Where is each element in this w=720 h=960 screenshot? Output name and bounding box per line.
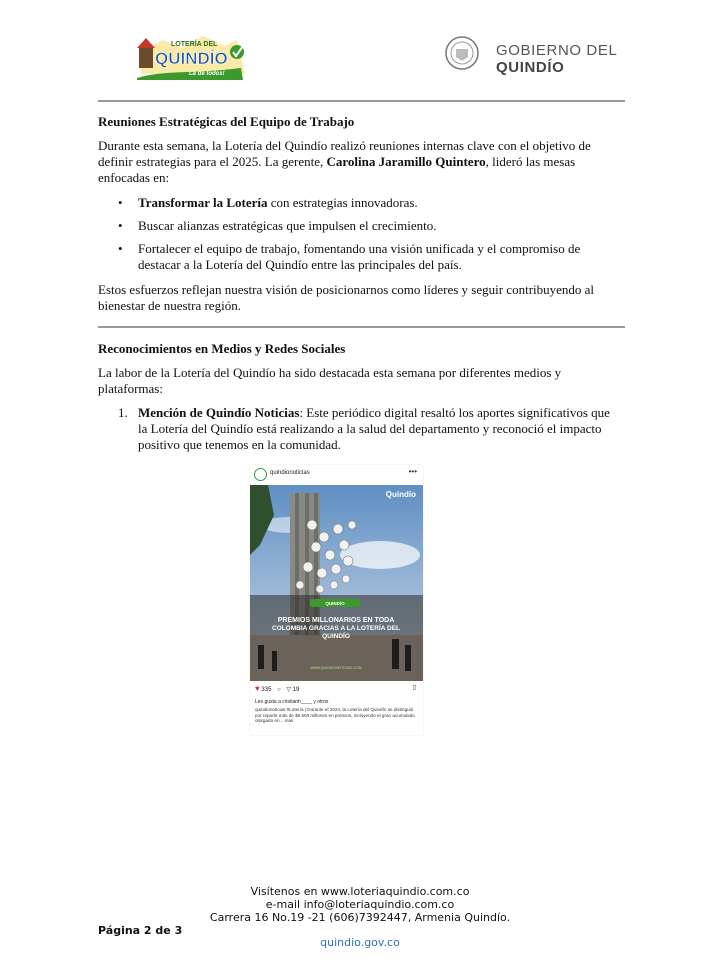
media-list <box>98 405 610 453</box>
page-header <box>0 0 720 95</box>
section-intro <box>98 138 610 186</box>
post-liked-by: Les gusta a cristianh____ y otros <box>255 699 329 705</box>
comment-icon: ○ <box>277 687 281 693</box>
list-item <box>98 241 610 273</box>
heart-icon: ♥ <box>255 684 260 693</box>
logo-line2: QUINDÍO <box>155 49 228 68</box>
post-headline-2: COLOMBIA GRACIAS A LA LOTERÍA DEL <box>271 625 401 632</box>
gov-prefix: GOBIERNO DEL <box>496 42 617 59</box>
gov-bold: QUINDÍO <box>496 59 565 76</box>
page-number: Página 2 de 3 <box>98 924 183 937</box>
section-title: Reconocimientos en Medios y Redes Sociales <box>98 341 346 356</box>
list-item <box>98 195 610 211</box>
more-options-icon: ••• <box>408 467 417 476</box>
post-username: quindionoticias <box>270 470 310 476</box>
strategy-list <box>98 195 610 273</box>
section-strategic-meetings <box>98 114 610 314</box>
instagram-post-image <box>250 465 423 735</box>
likes-count: 335 <box>261 687 272 693</box>
list-item-bold: Transformar la Lotería <box>138 195 268 210</box>
coat-of-arms-icon <box>444 35 484 71</box>
logo-tagline: La de todos! <box>189 71 225 77</box>
shares-count: 19 <box>292 687 300 693</box>
list-item-text: : Este periódico digital resaltó los aportes significativos que la Lotería del Quindío está realizando a la salud del departamento y reconoció el impacto positivo que tenemos en la comunidad. <box>138 405 610 452</box>
footer-site-link[interactable]: quindio.gov.co <box>320 936 400 949</box>
divider-top <box>98 100 625 102</box>
list-item-bold: Mención de Quindío Noticias <box>138 405 300 420</box>
list-item-text: Fortalecer el equipo de trabajo, fomentando una visión unificada y el compromiso de destacar a la Lotería del Quindío entre las principales del país. <box>138 241 581 272</box>
divider-middle <box>98 326 625 328</box>
section-media-recognition <box>98 341 610 453</box>
post-photo <box>250 485 423 681</box>
post-headline-1: PREMIOS MILLONARIOS EN TODA <box>277 617 395 624</box>
list-item <box>98 405 610 453</box>
avatar <box>254 468 267 481</box>
footer-contact <box>200 885 520 924</box>
post-headline-3: QUINDÍO <box>322 633 350 640</box>
footer-address: Carrera 16 No.19 -21 (606)7392447, Armenia Quindío. <box>209 911 511 924</box>
gobierno-quindio-logo <box>444 35 684 76</box>
footer-email: e-mail info@loteriaquindio.com.co <box>265 898 455 911</box>
post-caption: quindionoticias #Lotería | Durante el 2024, la Lotería del Quindío se distinguió por repartir más de $6.500 millones en premios, incluyendo el gran acumulado otorgado en... más <box>255 707 415 724</box>
post-site: WWW.QUINDIONOTICIAS.COM <box>310 666 362 670</box>
intro-bold: Carolina Jaramillo Quintero <box>326 154 486 169</box>
intro-text-1: Durante esta semana, la Lotería del Quindío realizó reuniones internas clave con el objetivo de definir estrategias para el 2025. La gerente, <box>98 138 591 169</box>
list-number: 1. <box>118 405 128 420</box>
share-icon: ▽ <box>286 687 292 693</box>
loteria-quindio-logo <box>133 30 253 82</box>
post-brand: Quindío <box>385 490 416 499</box>
post-tag: QUINDÍO <box>325 601 345 606</box>
intro-text-2: , lideró las mesas enfocadas en: <box>98 154 576 185</box>
post-header <box>250 465 423 485</box>
section-title: Reuniones Estratégicas del Equipo de Trabajo <box>98 114 355 129</box>
post-actions <box>255 684 418 696</box>
list-item-text: con estrategias innovadoras. <box>267 195 418 210</box>
section-closing: Estos esfuerzos reflejan nuestra visión de posicionarnos como líderes y seguir contribuyendo al bienestar de nuestra región. <box>98 282 595 313</box>
bookmark-icon: ▯ <box>412 685 416 691</box>
gov-name <box>496 42 684 76</box>
list-item <box>98 218 610 234</box>
logo-line1: LOTERÍA DEL <box>171 41 218 48</box>
section-intro: La labor de la Lotería del Quindío ha sido destacada esta semana por diferentes medios y plataformas: <box>98 365 562 396</box>
footer-website: Visítenos en www.loteriaquindio.com.co <box>250 885 470 898</box>
list-item-text: Buscar alianzas estratégicas que impulsen el crecimiento. <box>138 218 437 233</box>
